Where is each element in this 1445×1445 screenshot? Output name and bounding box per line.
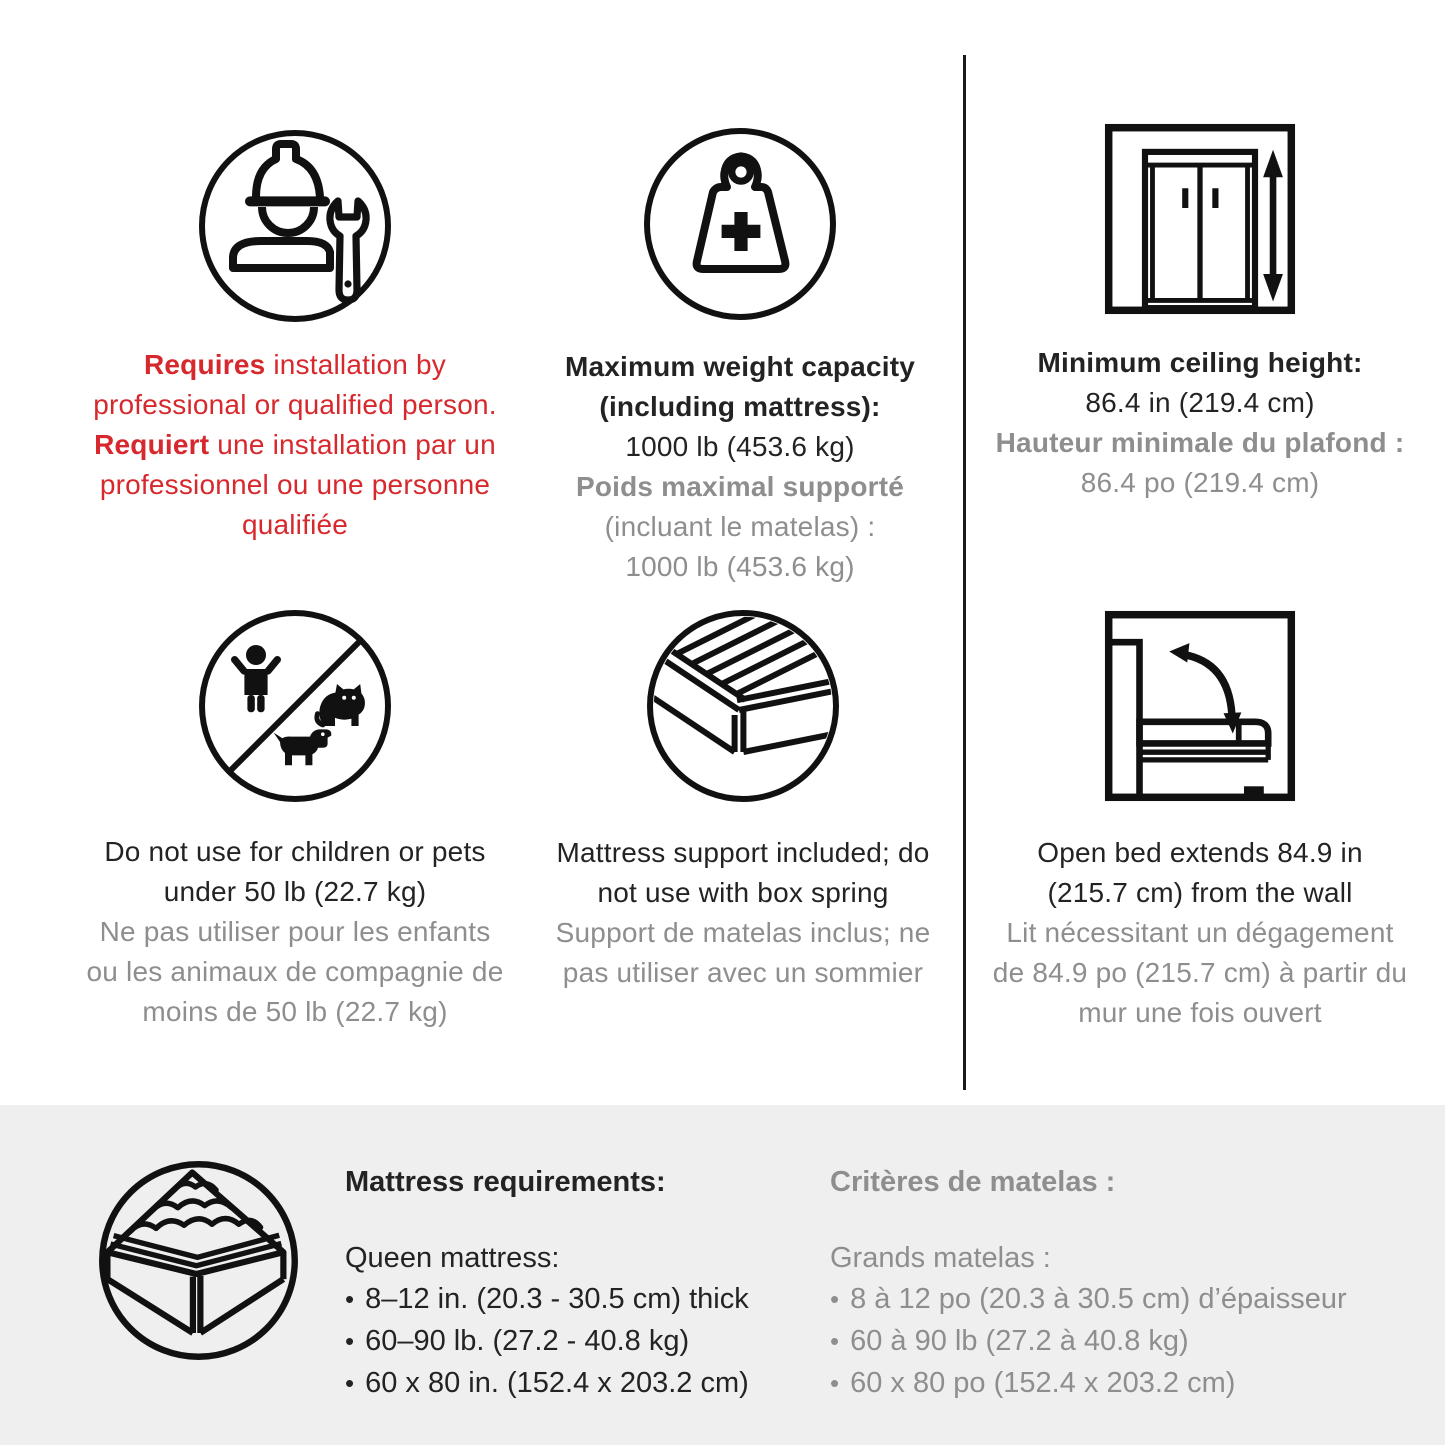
note-line: Poids maximal supporté — [575, 471, 905, 502]
note-line: Requires installation by — [143, 349, 447, 380]
section-divider — [963, 55, 966, 1090]
note-line: mur une fois ouvert — [1078, 997, 1322, 1028]
note-line: under 50 lb (22.7 kg) — [163, 876, 427, 907]
grands-matelas-label: Grands matelas : — [830, 1242, 1051, 1274]
note-line: pas utiliser avec un sommier — [562, 957, 924, 988]
ceiling-height-icon — [1090, 109, 1310, 329]
note-line: Ne pas utiliser pour les enfants — [99, 916, 491, 947]
note-line: 86.4 po (219.4 cm) — [1080, 467, 1320, 498]
mattress-support-slats-icon — [643, 606, 843, 806]
note-line: Minimum ceiling height: — [1037, 347, 1363, 378]
note-line: Lit nécessitant un dégagement — [1006, 917, 1394, 948]
note-line: de 84.9 po (215.7 cm) à partir du — [992, 957, 1408, 988]
queen-mattress-label: Queen mattress: — [345, 1242, 560, 1274]
note-line: (215.7 cm) from the wall — [1047, 877, 1353, 908]
note-line: Hauteur minimale du plafond : — [995, 427, 1405, 458]
note-line: (including mattress): — [599, 391, 881, 422]
bullet-icon: • — [830, 1326, 840, 1356]
note-line: moins de 50 lb (22.7 kg) — [142, 996, 448, 1027]
note-line: Maximum weight capacity — [564, 351, 916, 382]
weight-capacity-icon — [640, 124, 840, 324]
mattress-requirements-band — [0, 1105, 1445, 1445]
note-line: Open bed extends 84.9 in — [1037, 837, 1363, 868]
mattress-requirements-title-fr: Critères de matelas : — [830, 1166, 1116, 1198]
installer-wrench-icon — [195, 126, 395, 326]
mattress-icon — [95, 1157, 302, 1369]
note-line: professional or qualified person. — [93, 389, 497, 420]
note-line: not use with box spring — [597, 877, 889, 908]
list-item: • 60–90 lb. (27.2 - 40.8 kg) — [345, 1320, 749, 1362]
note-line: 1000 lb (453.6 kg) — [625, 551, 855, 582]
bullet-icon: • — [345, 1284, 355, 1314]
weight-capacity-block — [540, 124, 940, 587]
list-item: • 60 x 80 po (152.4 x 203.2 cm) — [830, 1362, 1347, 1404]
list-item: • 8–12 in. (20.3 - 30.5 cm) thick — [345, 1278, 749, 1320]
open-bed-fold-icon — [1090, 596, 1310, 816]
bullet-icon: • — [830, 1368, 840, 1398]
note-line: Mattress support included; do — [556, 837, 930, 868]
mattress-support-block — [540, 606, 946, 993]
list-item: • 8 à 12 po (20.3 à 30.5 cm) d’épaisseur — [830, 1278, 1347, 1320]
mattress-requirements-list-en — [345, 1278, 749, 1404]
mattress-requirements-list-fr — [830, 1278, 1347, 1404]
bullet-icon: • — [345, 1368, 355, 1398]
no-children-pets-block — [55, 606, 535, 1032]
no-children-pets-icon — [195, 606, 395, 806]
mattress-requirements-fr — [830, 1165, 1347, 1404]
mattress-requirements-title: Mattress requirements: — [345, 1166, 666, 1198]
list-item: • 60 x 80 in. (152.4 x 203.2 cm) — [345, 1362, 749, 1404]
note-line: Support de matelas inclus; ne — [555, 917, 931, 948]
ceiling-height-block — [985, 109, 1415, 503]
note-line: professionnel ou une personne — [99, 469, 491, 500]
open-bed-clearance-block — [985, 596, 1415, 1033]
note-line: 1000 lb (453.6 kg) — [625, 431, 855, 462]
note-line: 86.4 in (219.4 cm) — [1085, 387, 1315, 418]
note-line: qualifiée — [241, 509, 349, 540]
installation-requirement-block — [55, 126, 535, 545]
mattress-requirements-en — [345, 1165, 749, 1404]
note-line: (incluant le matelas) : — [604, 511, 876, 542]
bullet-icon: • — [830, 1284, 840, 1314]
note-line: Requiert une installation par un — [94, 429, 496, 460]
note-line: Do not use for children or pets — [104, 836, 486, 867]
bullet-icon: • — [345, 1326, 355, 1356]
list-item: • 60 à 90 lb (27.2 à 40.8 kg) — [830, 1320, 1347, 1362]
note-line: ou les animaux de compagnie de — [86, 956, 504, 987]
